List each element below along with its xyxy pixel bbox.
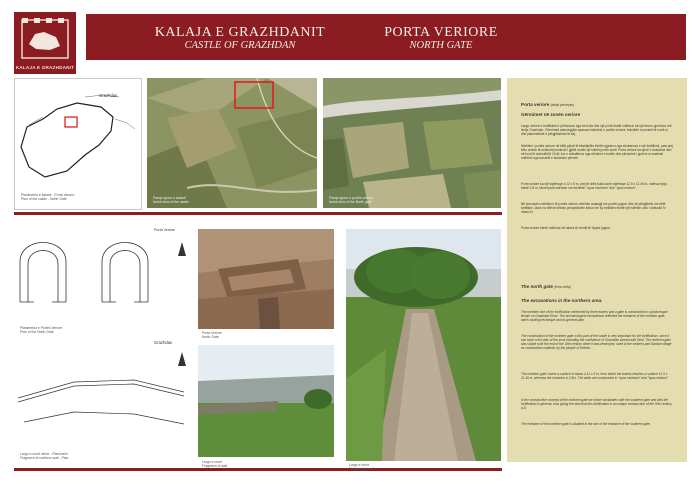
gate-plan-caption (20, 326, 62, 334)
gate-plan-caption-en: Plan of the North Gate (20, 330, 54, 334)
logo-text: KALAJA E GRAZHDANIT (15, 65, 75, 70)
english-paragraph-1: The northern line of the fortification reinforced by three towers and a gate is constructed in a picturesque terrain on Grazhdan River. The archaeological excavations reflected the entrance of the northern gate, wall's working technique and its general plan. (521, 310, 668, 323)
gate-plan-label: Porta Veriore (154, 228, 175, 232)
aerial-castle-image (147, 78, 317, 208)
gate-photo (198, 229, 334, 329)
wall-plan-caption-al: Largo e murit verior - Planimetri (20, 452, 68, 456)
albanian-paragraph-4: Në konceptin ndërtimor të portës veriore vërehen analogji me portën jugore dhe në përgjithësi me këtë fortifikim, duke na dhënë kështu perspektivën lidhur me ky fortifikim është një ndërtim unik i shekullit IV mbas Kr. (521, 202, 666, 215)
plan-caption (21, 193, 74, 201)
castle-icon (20, 18, 70, 60)
albanian-heading-note: (teksti përveçse) (550, 103, 575, 107)
castle-title (140, 25, 340, 51)
aerial2-caption-en: Aerial view of the North gate (329, 200, 372, 204)
gate-plan-drawing (14, 222, 192, 322)
albanian-subheading: Gërmimet në zonën veriore (521, 112, 581, 117)
gate-title-en: NORTH GATE (409, 40, 473, 51)
aerial1-caption-en: Aerial view of the castle (153, 200, 189, 204)
english-paragraph-2: The construction of the northern gate in this part of the castle is very important for the fortification, since it can have a full view of the zone including the confluence of Grazhdan stream with Drini. The northern gate was visible until the end of the 19th century when it was destroyed, used in the western part Dardan village as construction material, by the people of Hotesh. (521, 334, 672, 351)
wall-plan-drawing (14, 352, 192, 442)
english-paragraph-3: The northern gate covers a surface of about 4.12 x 5 m, from which the towers reaches a surface 12.5 x 11.45 m, whereas the entrance is 2.8m. The walls are constructed in "opus incertum" and "opus mixtum". (521, 372, 669, 381)
divider-top (14, 212, 502, 215)
albanian-paragraph-3: Porta veriore ka një sipërfaqe 4.12 x 5 m, prej të cilës kulla kanë sipërfaqe 12.5 x 11.45 m, ndërsa hyrja është 2.8 m. Muret janë ndërtuar me teknikën "opus incertum" dhe "opus mixtum". (521, 182, 667, 191)
description-panel (507, 78, 687, 462)
gate-marker (65, 117, 77, 127)
aerial1-caption (153, 196, 189, 204)
plan-caption-al: Planimetria e kalasë - Porta Veriore (21, 193, 75, 197)
albanian-paragraph-1: Largo veriore e fortifikimit e përforcuar nga tre kulla dhe një portë është ndërtuar në një terren pjerrësor më lindje Grazhdan. Gërmimet arkeologjike sqaruan historinë e portës veriore, teknikën e punimit të murit si dhe planimetrinë e përgjithshme të saj. (521, 124, 672, 137)
aerial2-caption-al: Pamje ajrore e portës veriore (329, 196, 373, 200)
castle-logo (14, 12, 76, 74)
aerial-gate-photo (323, 78, 501, 208)
english-heading-text: The north gate (521, 284, 553, 289)
gate-plan-panel (14, 222, 192, 340)
divider-bottom (14, 468, 502, 471)
plan-label: Grazhdan (99, 93, 118, 98)
english-heading-note: (terra cotta) (554, 285, 571, 289)
header-banner (86, 14, 686, 60)
english-paragraph-5: The entrance of the northern gate is situated in the axe of the entrance of the southern gate. (521, 422, 651, 426)
wall-photo-caption-en: Fragment of wall (202, 464, 228, 468)
wall-photo (198, 345, 334, 457)
albanian-paragraph-5: Porta veriore është ndërtuar në akses të vendit të hyrjes jugore. (521, 226, 611, 230)
wall-photo-caption-al: Largo e murit (202, 460, 222, 464)
castle-title-en: CASTLE OF GRAZHDAN (184, 40, 296, 51)
albanian-heading (521, 102, 673, 107)
gate-plan-caption-al: Planimetria e Portës Veriore (20, 326, 63, 330)
tree-photo-caption (349, 463, 374, 471)
gate-title (366, 25, 516, 51)
gate-photo-caption-en: North Gate (202, 335, 219, 339)
castle-plan-drawing (15, 79, 141, 191)
gate-title-al: PORTA VERIORE (384, 25, 498, 40)
wall-plan-label: Grazhdan (154, 340, 173, 345)
wall-photo-image (198, 345, 334, 457)
wall-photo-caption (202, 460, 227, 468)
castle-title-al: KALAJA E GRAZHDANIT (154, 25, 326, 40)
english-heading (521, 284, 673, 289)
english-paragraph-4: In the constructive concept of the northern gate we notice similarities with the southern gate and with the fortification in general, thus giving the idea that this fortification is an unique construction of the IVth century a.D. (521, 398, 672, 411)
aerial-gate-image (323, 78, 501, 208)
plan-caption-en: Plan of the castle - North Gate (21, 197, 67, 201)
english-subheading: The excavations in the northern area. (521, 298, 603, 303)
aerial2-caption (329, 196, 373, 204)
wall-plan-caption-en: Fragment of northern wall - Plan (20, 456, 69, 460)
wall-plan-panel (14, 340, 192, 466)
aerial1-caption-al: Pamje ajrore e kalasë (153, 196, 186, 200)
albanian-paragraph-2: Ndërtimi i portës veriore në këtë pjesë të kështjellës është ngjeshur nga ekzistenca e një fortifikimi, pasi prej këtu arrinte të ushtrohej kontrolli i gjithë zonës që shtrihej rreth lumit. Porta veriore ka qenë e dukshme deri në fund të shekullit të 19-të, kur u shkatërrua nga rrënimet e kohës dhe përdorimi i gurëve si material ndërtimi nga banorët e fshatrave përreth. (521, 144, 674, 161)
wall-tree-image (346, 229, 501, 461)
tree-photo-caption-al: Largo e murit (349, 463, 369, 467)
wall-plan-caption (20, 452, 68, 460)
castle-plan-panel (14, 78, 142, 210)
gate-photo-caption-al: Porta Veriore (202, 331, 222, 335)
gate-photo-caption (202, 331, 222, 339)
wall-tree-photo (346, 229, 501, 461)
albanian-heading-text: Porta veriore (521, 102, 550, 107)
gate-photo-image (198, 229, 334, 329)
aerial-castle-photo (147, 78, 317, 208)
tree-photo-caption-en: Fragment of wall (349, 467, 375, 471)
